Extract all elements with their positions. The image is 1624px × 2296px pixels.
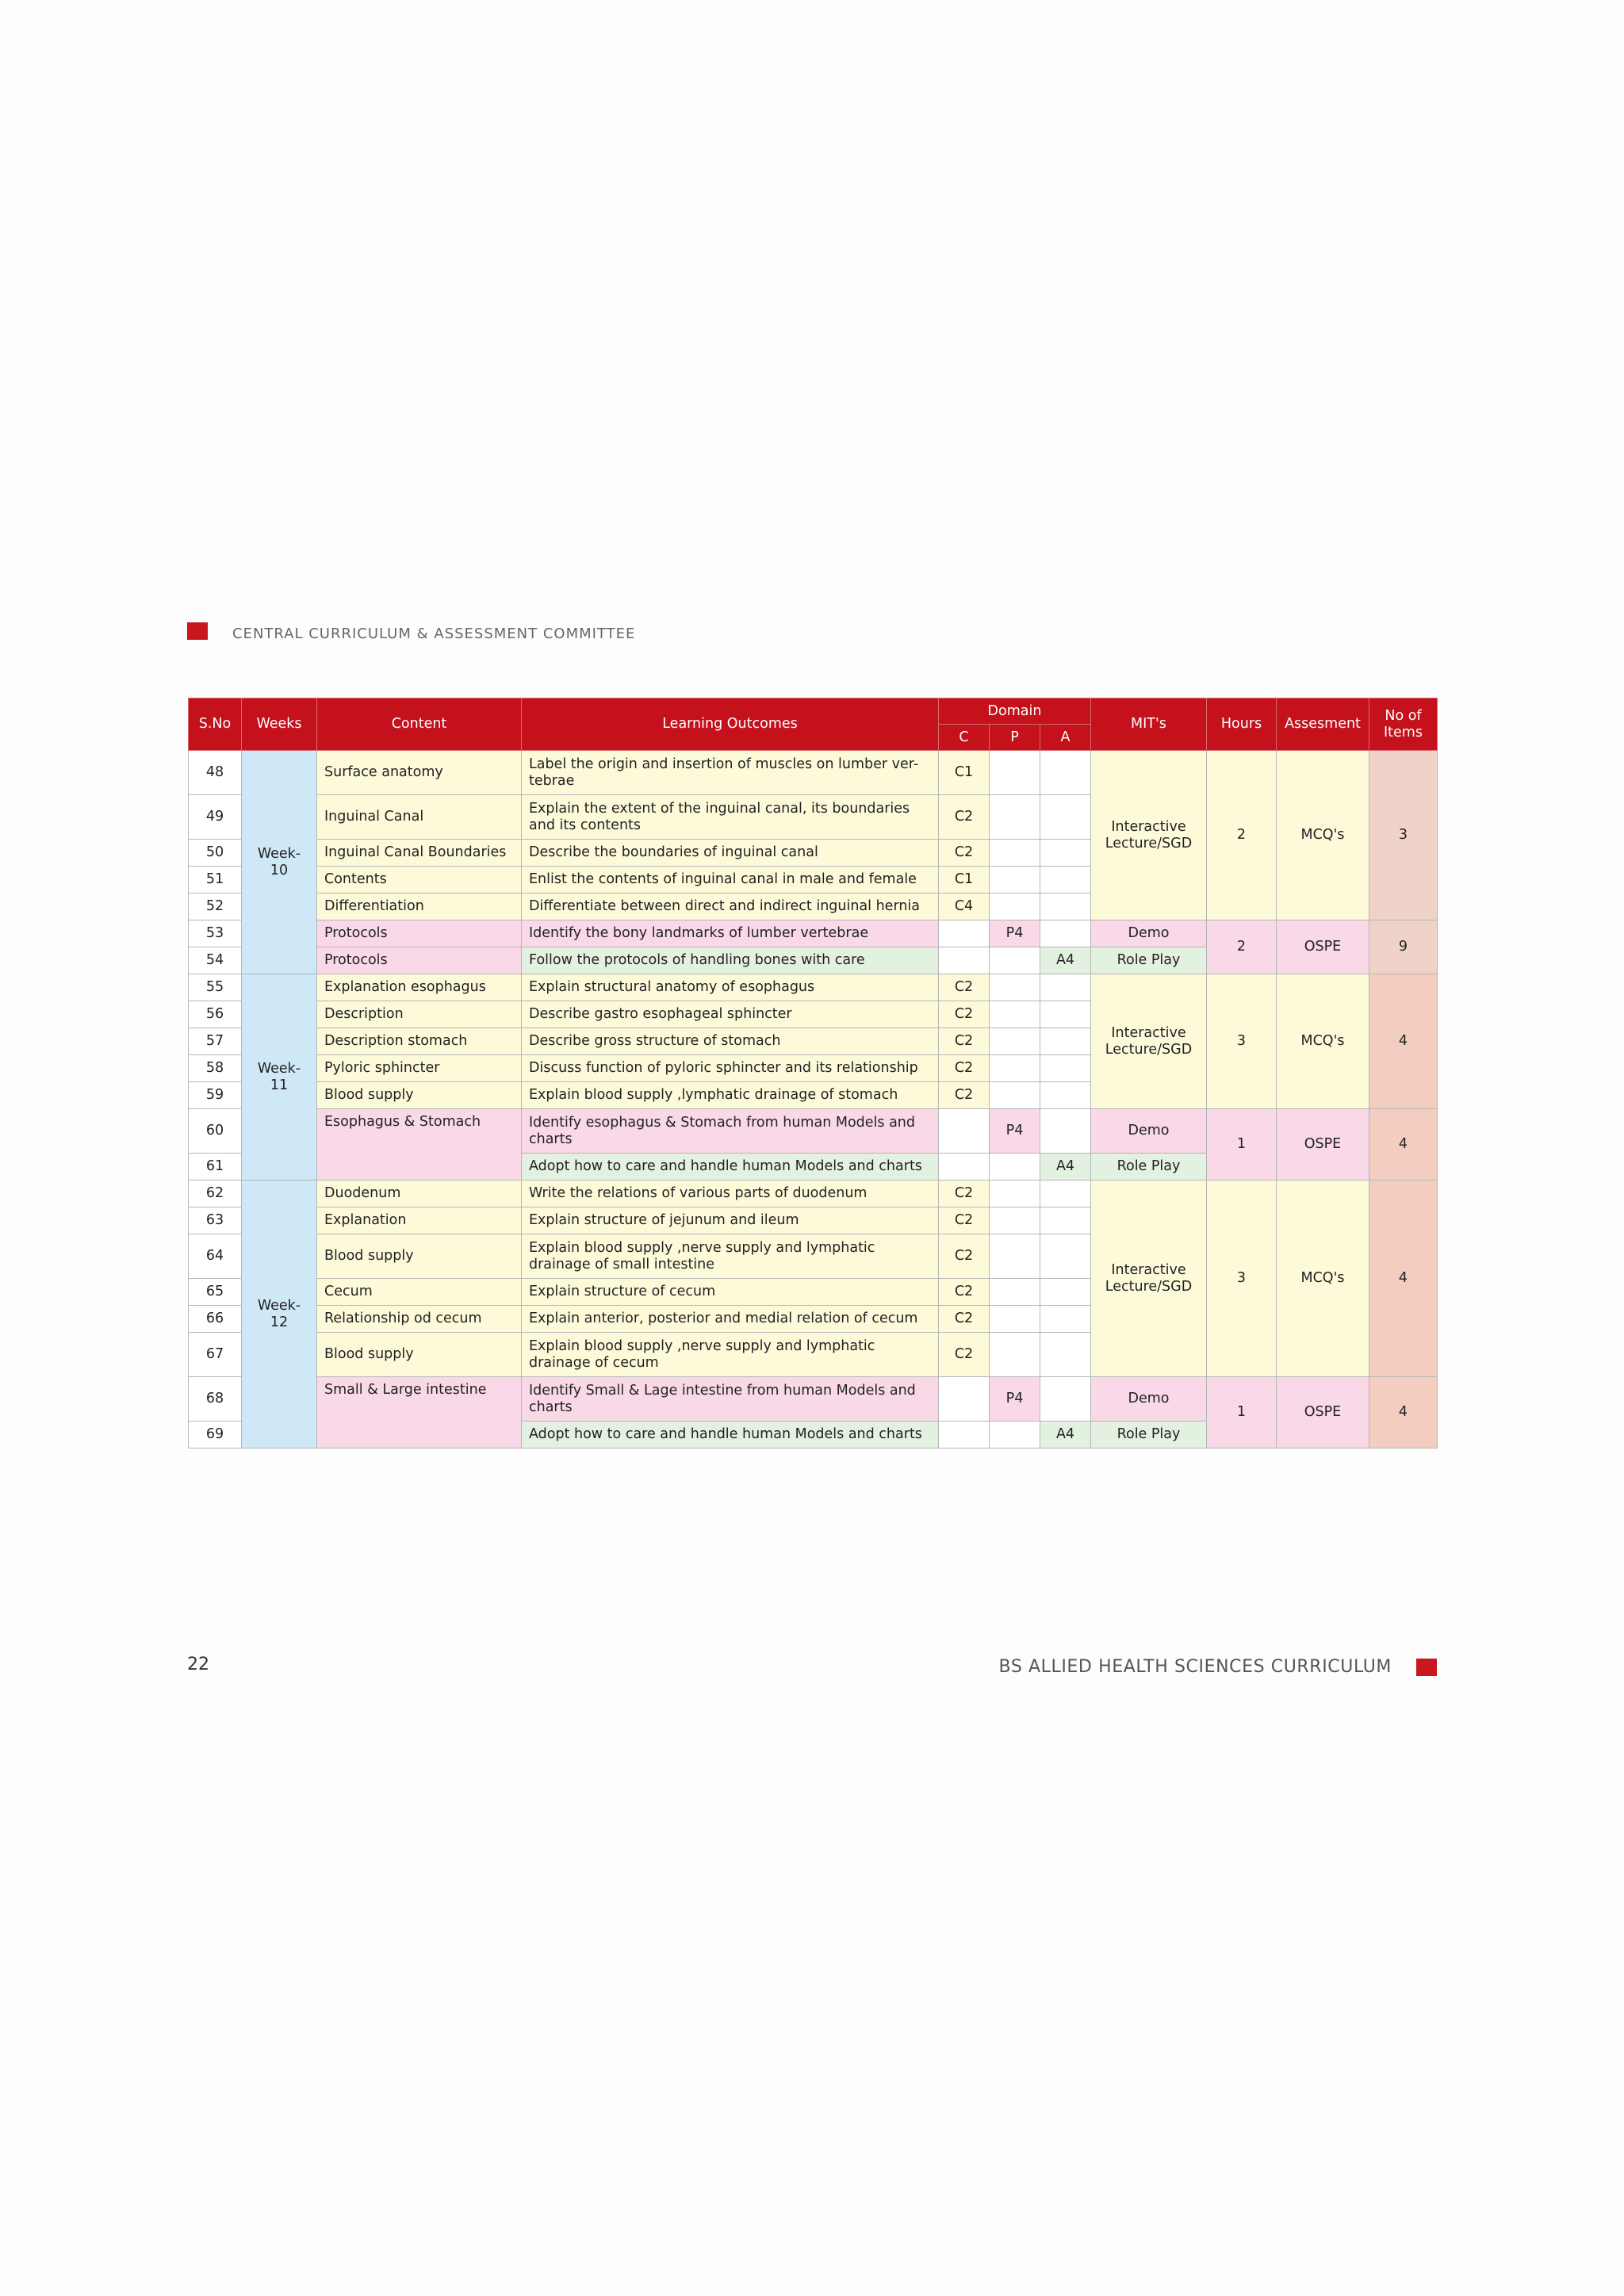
- row-outcome: Label the origin and insertion of muscles on lumber ver-tebrae: [522, 751, 939, 795]
- group-mit: Interactive Lecture/SGD: [1091, 751, 1207, 920]
- row-domain-a: [1040, 1234, 1091, 1279]
- row-outcome: Differentiate between direct and indirect inguinal hernia: [522, 894, 939, 920]
- row-domain-c: C2: [939, 1279, 990, 1306]
- row-content: Blood supply: [317, 1333, 522, 1377]
- row-domain-p: [990, 1055, 1040, 1082]
- row-content: Protocols: [317, 920, 522, 947]
- table-row: [189, 1109, 1438, 1154]
- row-outcome: Explain blood supply ,nerve supply and lymphatic drainage of cecum: [522, 1333, 939, 1377]
- row-domain-a: [1040, 1279, 1091, 1306]
- group-hours: 1: [1207, 1377, 1277, 1448]
- row-domain-p: [990, 1028, 1040, 1055]
- header-red-square: [187, 622, 208, 640]
- row-content: Inguinal Canal: [317, 795, 522, 840]
- group-mit: Interactive Lecture/SGD: [1091, 974, 1207, 1109]
- row-domain-p: [990, 1306, 1040, 1333]
- row-domain-p: [990, 1154, 1040, 1181]
- row-domain-p: [990, 947, 1040, 974]
- row-domain-p: [990, 1207, 1040, 1234]
- table-row: [189, 1181, 1438, 1207]
- row-mit: Role Play: [1091, 1422, 1207, 1448]
- row-domain-a: [1040, 1306, 1091, 1333]
- row-domain-p: [990, 867, 1040, 894]
- row-content: Duodenum: [317, 1181, 522, 1207]
- row-domain-c: C2: [939, 1055, 990, 1082]
- group-hours: 2: [1207, 751, 1277, 920]
- row-domain-p: P4: [990, 920, 1040, 947]
- row-domain-a: [1040, 1028, 1091, 1055]
- row-domain-a: [1040, 840, 1091, 867]
- row-domain-c: [939, 1377, 990, 1422]
- row-outcome: Describe the boundaries of inguinal canal: [522, 840, 939, 867]
- row-sno: 67: [189, 1333, 242, 1377]
- row-domain-c: [939, 947, 990, 974]
- row-content: Explanation esophagus: [317, 974, 522, 1001]
- row-sno: 60: [189, 1109, 242, 1154]
- col-learning-outcomes: Learning Outcomes: [522, 698, 939, 751]
- row-content: Description: [317, 1001, 522, 1028]
- row-domain-p: [990, 1279, 1040, 1306]
- row-sno: 68: [189, 1377, 242, 1422]
- table-row: [189, 974, 1438, 1001]
- row-mit: Role Play: [1091, 1154, 1207, 1181]
- row-sno: 50: [189, 840, 242, 867]
- row-sno: 64: [189, 1234, 242, 1279]
- row-sno: 59: [189, 1082, 242, 1109]
- row-sno: 61: [189, 1154, 242, 1181]
- col-hours: Hours: [1207, 698, 1277, 751]
- row-domain-a: [1040, 1207, 1091, 1234]
- row-domain-p: [990, 795, 1040, 840]
- header-title: CENTRAL CURRICULUM & ASSESSMENT COMMITTEE: [232, 626, 636, 642]
- row-sno: 48: [189, 751, 242, 795]
- group-items: 9: [1369, 920, 1438, 974]
- row-content: Blood supply: [317, 1234, 522, 1279]
- group-assessment: MCQ's: [1277, 974, 1369, 1109]
- row-domain-c: C2: [939, 1082, 990, 1109]
- row-domain-c: C2: [939, 1001, 990, 1028]
- row-domain-c: C2: [939, 974, 990, 1001]
- group-items: 4: [1369, 1181, 1438, 1377]
- row-domain-a: [1040, 894, 1091, 920]
- row-outcome: Identify Small & Lage intestine from human Models and charts: [522, 1377, 939, 1422]
- table-row: [189, 751, 1438, 795]
- row-content: Inguinal Canal Boundaries: [317, 840, 522, 867]
- row-content: Pyloric sphincter: [317, 1055, 522, 1082]
- row-domain-c: C2: [939, 1234, 990, 1279]
- col-assessment: Assesment: [1277, 698, 1369, 751]
- row-mit: Demo: [1091, 920, 1207, 947]
- table-header-row: [189, 698, 1438, 725]
- group-items: 4: [1369, 1377, 1438, 1448]
- group-assessment: OSPE: [1277, 1109, 1369, 1181]
- row-sno: 69: [189, 1422, 242, 1448]
- row-domain-p: [990, 1001, 1040, 1028]
- row-sno: 52: [189, 894, 242, 920]
- row-sno: 65: [189, 1279, 242, 1306]
- row-domain-p: [990, 974, 1040, 1001]
- group-assessment: OSPE: [1277, 1377, 1369, 1448]
- group-mit: Interactive Lecture/SGD: [1091, 1181, 1207, 1377]
- row-sno: 66: [189, 1306, 242, 1333]
- group-items: 4: [1369, 1109, 1438, 1181]
- col-content: Content: [317, 698, 522, 751]
- row-sno: 55: [189, 974, 242, 1001]
- row-domain-a: [1040, 1181, 1091, 1207]
- row-sno: 49: [189, 795, 242, 840]
- row-content: Cecum: [317, 1279, 522, 1306]
- row-outcome: Explain structural anatomy of esophagus: [522, 974, 939, 1001]
- row-sno: 53: [189, 920, 242, 947]
- row-sno: 63: [189, 1207, 242, 1234]
- row-mit: Demo: [1091, 1109, 1207, 1154]
- row-sno: 54: [189, 947, 242, 974]
- row-content: Differentiation: [317, 894, 522, 920]
- row-outcome: Identify the bony landmarks of lumber vertebrae: [522, 920, 939, 947]
- row-domain-c: C2: [939, 840, 990, 867]
- week-cell: Week-10: [242, 751, 317, 974]
- group-assessment: MCQ's: [1277, 1181, 1369, 1377]
- row-outcome: Explain blood supply ,lymphatic drainage of stomach: [522, 1082, 939, 1109]
- col-domain-a: A: [1040, 725, 1091, 751]
- row-domain-a: [1040, 920, 1091, 947]
- row-outcome: Enlist the contents of inguinal canal in male and female: [522, 867, 939, 894]
- row-content: Small & Large intestine: [317, 1377, 522, 1448]
- row-domain-a: [1040, 1333, 1091, 1377]
- col-no-of-items: No of Items: [1369, 698, 1438, 751]
- row-domain-c: C2: [939, 795, 990, 840]
- row-domain-a: [1040, 1377, 1091, 1422]
- group-hours: 3: [1207, 974, 1277, 1109]
- row-content: Esophagus & Stomach: [317, 1109, 522, 1181]
- table-row: [189, 1377, 1438, 1422]
- row-domain-p: [990, 894, 1040, 920]
- row-domain-c: [939, 1422, 990, 1448]
- row-content: Blood supply: [317, 1082, 522, 1109]
- row-domain-c: C2: [939, 1306, 990, 1333]
- row-domain-p: [990, 1422, 1040, 1448]
- row-domain-p: P4: [990, 1377, 1040, 1422]
- row-outcome: Explain structure of cecum: [522, 1279, 939, 1306]
- row-domain-a: A4: [1040, 1422, 1091, 1448]
- row-outcome: Explain structure of jejunum and ileum: [522, 1207, 939, 1234]
- col-sno: S.No: [189, 698, 242, 751]
- footer-title: BS ALLIED HEALTH SCIENCES CURRICULUM: [998, 1657, 1392, 1677]
- row-outcome: Follow the protocols of handling bones with care: [522, 947, 939, 974]
- row-sno: 56: [189, 1001, 242, 1028]
- curriculum-table: [188, 698, 1438, 1448]
- row-outcome: Describe gross structure of stomach: [522, 1028, 939, 1055]
- row-domain-a: [1040, 867, 1091, 894]
- row-domain-c: C2: [939, 1181, 990, 1207]
- row-domain-c: C2: [939, 1333, 990, 1377]
- col-domain: Domain: [939, 698, 1091, 725]
- row-domain-a: [1040, 1109, 1091, 1154]
- group-assessment: MCQ's: [1277, 751, 1369, 920]
- row-domain-p: [990, 1333, 1040, 1377]
- row-content: Description stomach: [317, 1028, 522, 1055]
- group-items: 3: [1369, 751, 1438, 920]
- row-mit: Role Play: [1091, 947, 1207, 974]
- row-mit: Demo: [1091, 1377, 1207, 1422]
- row-domain-a: [1040, 974, 1091, 1001]
- row-outcome: Describe gastro esophageal sphincter: [522, 1001, 939, 1028]
- row-outcome: Write the relations of various parts of duodenum: [522, 1181, 939, 1207]
- row-content: Explanation: [317, 1207, 522, 1234]
- row-domain-a: A4: [1040, 947, 1091, 974]
- row-content: Surface anatomy: [317, 751, 522, 795]
- row-domain-p: [990, 840, 1040, 867]
- row-sno: 57: [189, 1028, 242, 1055]
- col-weeks: Weeks: [242, 698, 317, 751]
- row-domain-c: [939, 1154, 990, 1181]
- row-content: Relationship od cecum: [317, 1306, 522, 1333]
- row-domain-c: C1: [939, 867, 990, 894]
- row-outcome: Explain blood supply ,nerve supply and lymphatic drainage of small intestine: [522, 1234, 939, 1279]
- row-outcome: Discuss function of pyloric sphincter and its relationship: [522, 1055, 939, 1082]
- col-domain-p: P: [990, 725, 1040, 751]
- row-domain-a: A4: [1040, 1154, 1091, 1181]
- group-hours: 2: [1207, 920, 1277, 974]
- row-content: Contents: [317, 867, 522, 894]
- row-domain-p: [990, 1181, 1040, 1207]
- row-domain-c: C1: [939, 751, 990, 795]
- week-cell: Week-11: [242, 974, 317, 1181]
- group-hours: 3: [1207, 1181, 1277, 1377]
- row-domain-p: P4: [990, 1109, 1040, 1154]
- page-number: 22: [187, 1655, 209, 1674]
- row-domain-c: [939, 920, 990, 947]
- row-outcome: Explain the extent of the inguinal canal, its boundaries and its contents: [522, 795, 939, 840]
- col-domain-c: C: [939, 725, 990, 751]
- col-mits: MIT's: [1091, 698, 1207, 751]
- row-domain-c: C4: [939, 894, 990, 920]
- row-domain-c: [939, 1109, 990, 1154]
- group-assessment: OSPE: [1277, 920, 1369, 974]
- row-domain-a: [1040, 795, 1091, 840]
- row-domain-p: [990, 1234, 1040, 1279]
- footer-red-square: [1416, 1659, 1437, 1676]
- row-sno: 58: [189, 1055, 242, 1082]
- row-domain-a: [1040, 751, 1091, 795]
- row-domain-a: [1040, 1082, 1091, 1109]
- row-outcome: Adopt how to care and handle human Models and charts: [522, 1154, 939, 1181]
- row-domain-a: [1040, 1001, 1091, 1028]
- row-outcome: Identify esophagus & Stomach from human Models and charts: [522, 1109, 939, 1154]
- table-row: [189, 920, 1438, 947]
- week-cell: Week-12: [242, 1181, 317, 1448]
- row-content: Protocols: [317, 947, 522, 974]
- row-domain-p: [990, 751, 1040, 795]
- row-outcome: Adopt how to care and handle human Models and charts: [522, 1422, 939, 1448]
- group-hours: 1: [1207, 1109, 1277, 1181]
- row-sno: 62: [189, 1181, 242, 1207]
- row-domain-c: C2: [939, 1207, 990, 1234]
- row-outcome: Explain anterior, posterior and medial relation of cecum: [522, 1306, 939, 1333]
- row-domain-p: [990, 1082, 1040, 1109]
- row-domain-c: C2: [939, 1028, 990, 1055]
- row-sno: 51: [189, 867, 242, 894]
- group-items: 4: [1369, 974, 1438, 1109]
- row-domain-a: [1040, 1055, 1091, 1082]
